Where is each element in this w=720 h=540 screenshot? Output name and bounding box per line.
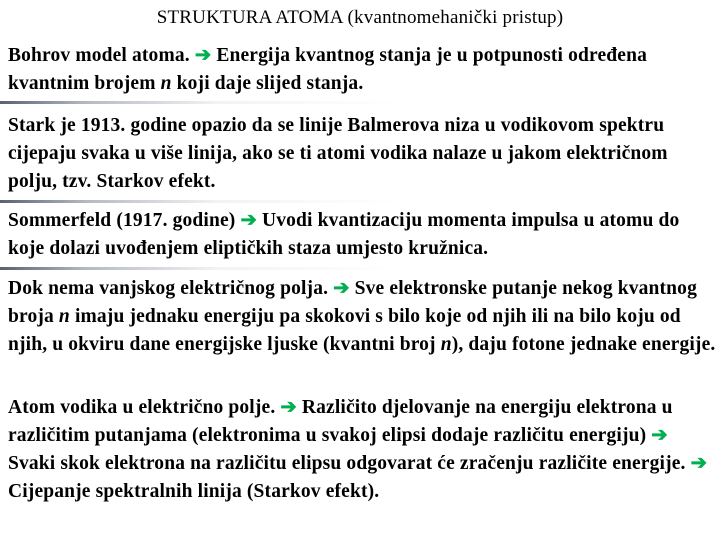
arrow-right-icon: ➔ <box>280 397 297 418</box>
quantum-number-n: n <box>58 306 70 327</box>
paragraph-electric-field <box>8 394 716 506</box>
quantum-number-n: n <box>160 73 172 94</box>
arrow-right-icon: ➔ <box>651 425 668 446</box>
field-text: Različito djelovanje na energiju elektrona u različitim putanjama (elektronima u svakoj elipsi dodaje različitu energiju) <box>8 397 673 446</box>
separator-line <box>0 200 720 203</box>
paragraph-stark-effect <box>8 112 716 196</box>
paragraph-bohr-model <box>8 42 716 98</box>
arrow-right-icon: ➔ <box>333 278 350 299</box>
separator-line <box>0 267 720 270</box>
separator-line <box>0 101 720 104</box>
no-field-text-2: imaju jednaku energiju pa skokovi s bilo koje od njih ili na bilo koju od njih, u okviru dane energijske ljuske (kvantni broj <box>8 306 681 355</box>
paragraph-sommerfeld <box>8 207 716 263</box>
field-text-end: Cijepanje spektralnih linija (Starkov efekt). <box>8 481 380 502</box>
field-text-2: Svaki skok elektrona na različitu elipsu odgovarat će zračenju različite energije. <box>8 453 691 474</box>
no-field-intro: Dok nema vanjskog električnog polja. <box>8 278 334 299</box>
sommerfeld-intro: Sommerfeld (1917. godine) <box>8 210 241 231</box>
field-intro: Atom vodika u električno polje. <box>8 397 281 418</box>
stark-text: Stark je 1913. godine opazio da se linije Balmerova niza u vodikovom spektru cijepaju svaka u više linija, ako se ti atomi vodika nalaze u jakom električnom polju, tzv. Starkov efekt. <box>8 115 668 192</box>
bohr-text-end: koji daje slijed stanja. <box>171 73 364 94</box>
arrow-right-icon: ➔ <box>240 210 257 231</box>
paragraph-no-field <box>8 275 716 359</box>
arrow-right-icon: ➔ <box>194 45 212 66</box>
no-field-text: Sve elektronske putanje nekog kvantnog broja <box>8 278 697 327</box>
sommerfeld-text: Uvodi kvantizaciju momenta impulsa u atomu do koje dolazi uvođenjem eliptičkih staza umjesto kružnica. <box>8 210 680 259</box>
bohr-intro: Bohrov model atoma. <box>8 45 195 66</box>
page-title: STRUKTURA ATOMA (kvantnomehanički pristup) <box>156 7 564 28</box>
quantum-number-n: n <box>440 334 452 355</box>
no-field-text-end: ), daju fotone jednake energije. <box>451 334 716 355</box>
bohr-text: Energija kvantnog stanja je u potpunosti određena kvantnim brojem <box>8 45 647 94</box>
arrow-right-icon: ➔ <box>690 453 708 474</box>
